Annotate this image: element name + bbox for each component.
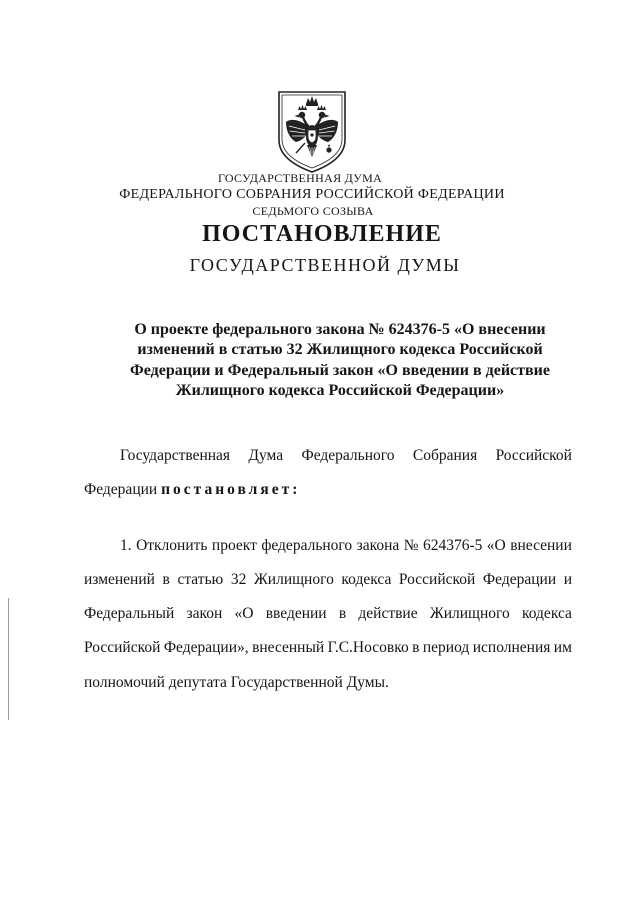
title-line: О проекте федерального закона № 624376-5 «О внесении bbox=[134, 321, 546, 338]
scan-edge-line bbox=[8, 598, 9, 720]
word: 1. bbox=[120, 537, 132, 554]
item-line bbox=[84, 638, 572, 658]
preamble-line bbox=[120, 446, 572, 466]
word: действие bbox=[358, 605, 418, 622]
word: закон bbox=[186, 605, 223, 622]
coat-of-arms-icon bbox=[274, 86, 350, 174]
word: Государственная bbox=[120, 447, 231, 464]
word: Жилищного bbox=[429, 605, 510, 622]
org-name-line1: ГОСУДАРСТВЕННАЯ ДУМА bbox=[217, 171, 383, 185]
word: внесении bbox=[510, 537, 572, 554]
word: Российской bbox=[495, 447, 572, 464]
word: Федерации bbox=[482, 571, 557, 588]
convocation-line: СЕДЬМОГО СОЗЫВА bbox=[252, 204, 374, 218]
word: Федерации», bbox=[163, 639, 249, 656]
item-line: полномочий депутата Государственной Думы. bbox=[84, 674, 389, 691]
word: внесенный bbox=[252, 639, 325, 656]
word: им bbox=[553, 639, 572, 656]
title-line: Жилищного кодекса Российской Федерации» bbox=[175, 382, 505, 399]
item-line bbox=[120, 536, 572, 556]
title-line: Федерации и Федеральный закон «О введении в действие bbox=[130, 362, 550, 379]
word: кодекса bbox=[522, 605, 572, 622]
word: Отклонить bbox=[136, 537, 208, 554]
word: в bbox=[338, 605, 347, 622]
word: статью bbox=[177, 571, 224, 588]
word: Российской bbox=[398, 571, 476, 588]
word: 32 bbox=[230, 571, 247, 588]
word: Российской bbox=[84, 639, 161, 656]
word: Собрания bbox=[412, 447, 478, 464]
word: № bbox=[403, 537, 419, 554]
word: закона bbox=[356, 537, 400, 554]
title-line: изменений в статью 32 Жилищного кодекса Российской bbox=[137, 341, 543, 358]
resolves-keyword: постановляет: bbox=[161, 481, 301, 498]
word: проект bbox=[211, 537, 257, 554]
word: Дума bbox=[248, 447, 284, 464]
word: в bbox=[162, 571, 170, 588]
word: Федеральный bbox=[84, 605, 175, 622]
word: и bbox=[563, 571, 572, 588]
word: изменений bbox=[84, 571, 155, 588]
document-type-subheading: ГОСУДАРСТВЕННОЙ ДУМЫ bbox=[189, 255, 461, 275]
document-type-heading: ПОСТАНОВЛЕНИЕ bbox=[202, 221, 442, 247]
word: «О bbox=[486, 537, 506, 554]
word: 624376-5 bbox=[422, 537, 483, 554]
item-line bbox=[84, 570, 572, 590]
preamble-text: Федерации bbox=[84, 481, 158, 498]
word: федерального bbox=[261, 537, 353, 554]
word: период bbox=[422, 639, 470, 656]
org-name-line2: ФЕДЕРАЛЬНОГО СОБРАНИЯ РОССИЙСКОЙ ФЕДЕРАЦИИ bbox=[119, 187, 505, 202]
word: Жилищного bbox=[253, 571, 334, 588]
word: «О bbox=[234, 605, 254, 622]
word: кодекса bbox=[341, 571, 392, 588]
word: исполнения bbox=[472, 639, 551, 656]
word: Г.С.Носовко bbox=[327, 639, 409, 656]
word: введении bbox=[265, 605, 327, 622]
item-line bbox=[84, 604, 572, 624]
preamble-line bbox=[84, 480, 300, 500]
word: в bbox=[412, 639, 420, 656]
word: Федерального bbox=[301, 447, 395, 464]
